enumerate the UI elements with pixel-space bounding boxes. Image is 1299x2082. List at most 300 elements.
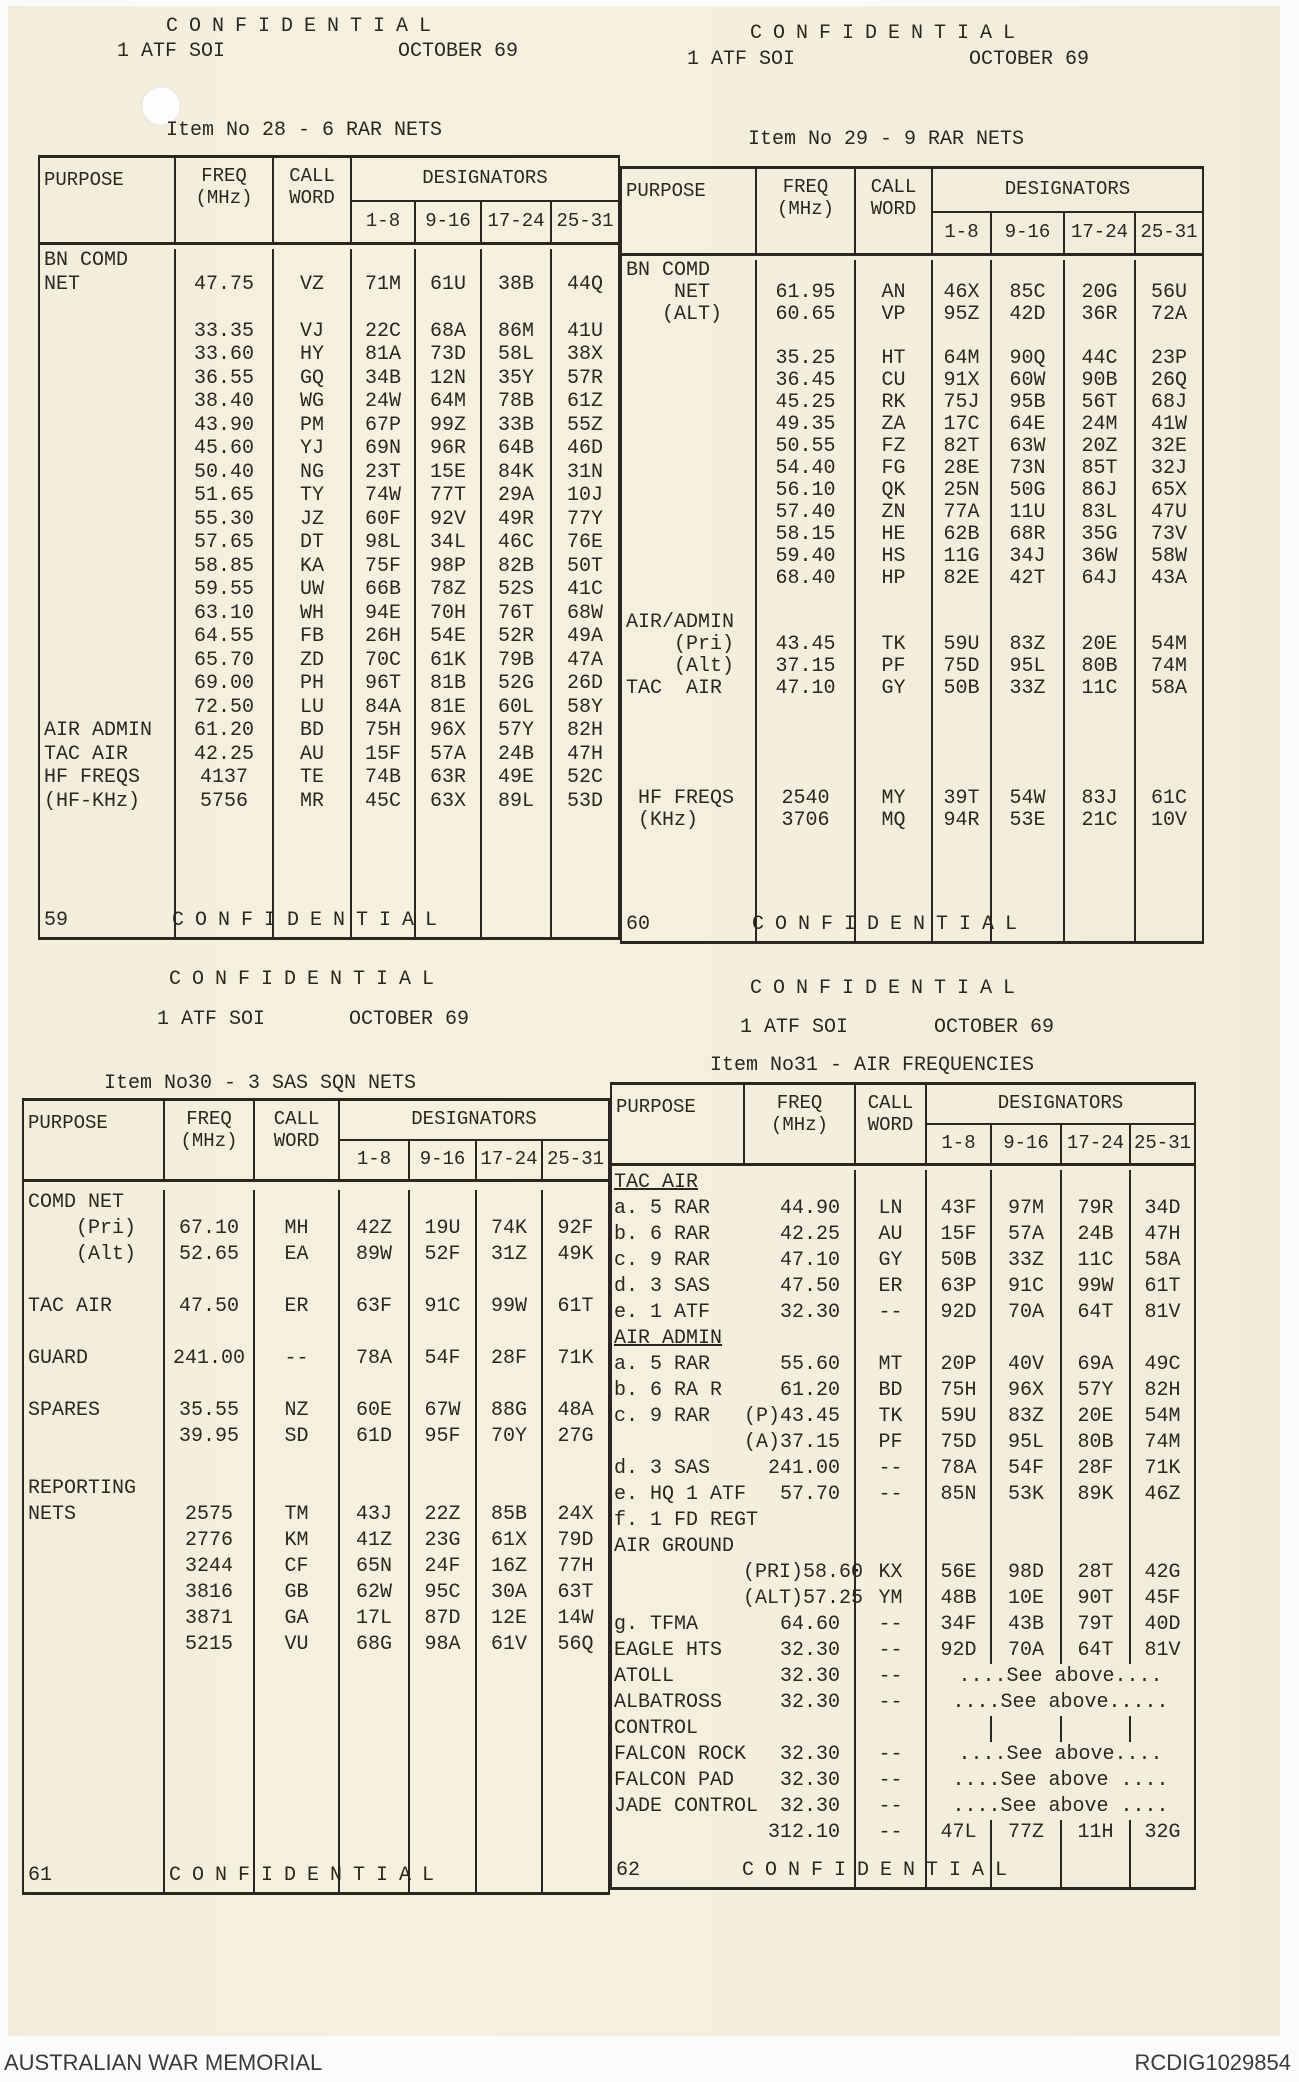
empty-cell xyxy=(408,1476,475,1502)
page-number: 61 xyxy=(28,1863,53,1887)
freq-cell: 57.40 xyxy=(755,502,854,524)
empty-cell xyxy=(408,1268,475,1294)
designator-9-16-cell: 77Z xyxy=(990,1820,1060,1846)
frequency-table xyxy=(610,1082,1196,1890)
purpose-cell xyxy=(40,555,174,579)
empty-cell xyxy=(854,1326,925,1352)
freq-cell: 50.55 xyxy=(755,436,854,458)
designator-25-31-cell: 26Q xyxy=(1134,370,1202,392)
purpose-cell xyxy=(622,744,755,766)
footer-classification: CONFIDENTIAL xyxy=(742,1858,1019,1882)
table-row xyxy=(24,1242,608,1268)
empty-cell xyxy=(541,1658,608,1892)
call-word-cell: -- xyxy=(854,1768,925,1794)
empty-cell xyxy=(338,1372,408,1398)
header-call-word: CALL WORD xyxy=(854,169,931,253)
call-word-cell: -- xyxy=(854,1664,925,1690)
designator-25-31-cell: 58A xyxy=(1129,1248,1194,1274)
designator-9-16-cell: 81E xyxy=(414,696,480,720)
designator-17-24-cell: 58L xyxy=(480,343,550,367)
purpose-cell: JADE CONTROL xyxy=(614,1795,759,1818)
table-row xyxy=(612,1742,1194,1768)
empty-cell xyxy=(475,1476,541,1502)
designator-17-24-cell: 31Z xyxy=(475,1242,541,1268)
call-word-cell: -- xyxy=(854,1638,925,1664)
freq-cell: 57.70 xyxy=(779,1483,840,1506)
designator-1-8-cell: 75H xyxy=(925,1378,990,1404)
freq-cell: 65.70 xyxy=(174,649,272,673)
freq-cell: 3244 xyxy=(163,1554,253,1580)
freq-cell: 42.25 xyxy=(174,743,272,767)
call-word-cell: AU xyxy=(272,743,350,767)
empty-cell xyxy=(931,326,990,348)
freq-cell: 64.60 xyxy=(779,1613,840,1636)
table-row xyxy=(622,414,1202,436)
call-word-cell: VJ xyxy=(272,320,350,344)
designator-9-16-cell: 73D xyxy=(414,343,480,367)
designator-17-24-cell: 24M xyxy=(1063,414,1134,436)
empty-cell xyxy=(163,1658,253,1892)
item-title: Item No31 - AIR FREQUENCIES xyxy=(710,1054,1035,1077)
call-word-cell: VU xyxy=(253,1632,338,1658)
purpose-cell: (Pri) xyxy=(626,633,735,656)
table-row xyxy=(24,1580,608,1606)
empty-cell xyxy=(475,1190,541,1216)
freq-cell: 3816 xyxy=(163,1580,253,1606)
freq-cell: 32.30 xyxy=(779,1665,840,1688)
designator-1-8-cell: 46X xyxy=(931,282,990,304)
freq-cell: 2776 xyxy=(163,1528,253,1554)
table-row xyxy=(622,766,1202,788)
see-above-note: ....See above.... xyxy=(925,1742,1194,1768)
purpose-cell: CONTROL xyxy=(614,1717,699,1740)
designator-25-31-cell: 49K xyxy=(541,1242,608,1268)
designator-9-16-cell: 98P xyxy=(414,555,480,579)
designator-17-24-cell: 85T xyxy=(1063,458,1134,480)
designator-17-24-cell: 99W xyxy=(1060,1274,1129,1300)
table-row xyxy=(622,722,1202,744)
purpose-cell: SPARES xyxy=(28,1399,101,1422)
purpose-cell: NET xyxy=(44,272,81,296)
call-word-cell: -- xyxy=(253,1346,338,1372)
designator-1-8-cell: 78A xyxy=(338,1346,408,1372)
table-row xyxy=(40,414,618,438)
table-header xyxy=(622,169,1202,256)
table-row xyxy=(612,1508,1194,1534)
designator-9-16-cell: 98D xyxy=(990,1560,1060,1586)
empty-cell xyxy=(854,700,931,722)
empty-cell xyxy=(743,1170,854,1196)
empty-cell xyxy=(854,1534,925,1560)
purpose-cell xyxy=(40,625,174,649)
empty-cell xyxy=(854,612,931,634)
page-footer xyxy=(40,905,618,935)
page-footer xyxy=(612,1855,1194,1885)
designator-17-24-cell: 36R xyxy=(1063,304,1134,326)
call-word-cell: GQ xyxy=(272,367,350,391)
table-row xyxy=(24,1294,608,1320)
table-body xyxy=(24,1182,608,1892)
empty-cell xyxy=(854,722,931,744)
empty-cell xyxy=(253,1658,338,1892)
designator-17-24-cell: 86J xyxy=(1063,480,1134,502)
empty-cell xyxy=(1060,1534,1129,1560)
designator-25-31-cell: 47A xyxy=(550,649,618,673)
purpose-cell xyxy=(612,1586,743,1612)
empty-cell xyxy=(1134,612,1202,634)
see-above-note: ....See above.... xyxy=(925,1664,1194,1690)
empty-cell xyxy=(1060,1170,1129,1196)
empty-cell xyxy=(475,1450,541,1476)
freq-cell: (P)43.45 xyxy=(743,1405,840,1428)
header-range: 25-31 xyxy=(541,1141,608,1179)
empty-cell xyxy=(480,249,550,273)
see-above-note: ....See above..... xyxy=(925,1690,1194,1716)
empty-cell xyxy=(253,1320,338,1346)
header-designators: DESIGNATORS xyxy=(350,158,618,202)
purpose-cell: (KHz) xyxy=(626,809,699,832)
designator-25-31-cell: 32J xyxy=(1134,458,1202,480)
table-row xyxy=(24,1450,608,1476)
empty-cell xyxy=(755,744,854,766)
designator-1-8-cell: 81A xyxy=(350,343,414,367)
freq-cell: 3871 xyxy=(163,1606,253,1632)
designator-17-24-cell: 20Z xyxy=(1063,436,1134,458)
designator-25-31-cell: 61T xyxy=(541,1294,608,1320)
designator-1-8-cell: 59U xyxy=(931,634,990,656)
call-word-cell: AU xyxy=(854,1222,925,1248)
table-filler xyxy=(24,1658,608,1892)
designator-9-16-cell: 99Z xyxy=(414,414,480,438)
empty-cell xyxy=(338,1450,408,1476)
table-row xyxy=(24,1268,608,1294)
designator-17-24-cell: 61X xyxy=(475,1528,541,1554)
designator-25-31-cell: 32E xyxy=(1134,436,1202,458)
table-row xyxy=(24,1476,608,1502)
call-word-cell: HY xyxy=(272,343,350,367)
call-word-cell: ZD xyxy=(272,649,350,673)
designator-1-8-cell: 22C xyxy=(350,320,414,344)
designator-25-31-cell: 73V xyxy=(1134,524,1202,546)
table-header xyxy=(40,158,618,245)
purpose-cell: TAC AIR xyxy=(44,742,129,766)
freq-cell: 54.40 xyxy=(755,458,854,480)
purpose-cell xyxy=(622,414,755,436)
designator-1-8-cell: 74B xyxy=(350,766,414,790)
designator-25-31-cell: 10J xyxy=(550,484,618,508)
table-row xyxy=(40,672,618,696)
designator-9-16-cell: 73N xyxy=(990,458,1063,480)
freq-cell: 61.95 xyxy=(755,282,854,304)
call-word-cell: ZN xyxy=(854,502,931,524)
designator-9-16-cell: 85C xyxy=(990,282,1063,304)
purpose-cell xyxy=(24,1450,163,1476)
header-designators: DESIGNATORS xyxy=(338,1101,608,1141)
designator-1-8-cell: 74W xyxy=(350,484,414,508)
designator-1-8-cell: 69N xyxy=(350,437,414,461)
empty-cell xyxy=(414,249,480,273)
designator-25-31-cell: 76E xyxy=(550,531,618,555)
designator-9-16-cell: 54F xyxy=(408,1346,475,1372)
freq-cell: 47.50 xyxy=(779,1275,840,1298)
table-row xyxy=(40,249,618,273)
empty-cell xyxy=(163,1450,253,1476)
empty-cell xyxy=(253,1372,338,1398)
empty-cell xyxy=(990,1326,1060,1352)
designator-9-16-cell: 87D xyxy=(408,1606,475,1632)
table-row xyxy=(622,392,1202,414)
table-row xyxy=(612,1378,1194,1404)
designator-1-8-cell: 63P xyxy=(925,1274,990,1300)
freq-cell: 36.45 xyxy=(755,370,854,392)
purpose-cell xyxy=(24,1554,163,1580)
designator-25-31-cell: 53D xyxy=(550,790,618,814)
designator-1-8-cell: 75J xyxy=(931,392,990,414)
designator-25-31-cell: 92F xyxy=(541,1216,608,1242)
freq-cell: 55.60 xyxy=(779,1353,840,1376)
empty-cell xyxy=(1063,612,1134,634)
empty-cell xyxy=(272,296,350,320)
freq-cell: 47.50 xyxy=(163,1294,253,1320)
designator-1-8-cell: 34B xyxy=(350,367,414,391)
freq-cell: 5215 xyxy=(163,1632,253,1658)
classification-header: CONFIDENTIAL xyxy=(166,15,443,38)
purpose-cell: (ALT) xyxy=(626,303,723,326)
empty-cell xyxy=(163,1268,253,1294)
header-range: 9-16 xyxy=(414,202,480,242)
call-word-cell: -- xyxy=(854,1794,925,1820)
empty-cell xyxy=(990,766,1063,788)
purpose-cell: ATOLL xyxy=(614,1665,675,1688)
purpose-cell: AIR GROUND xyxy=(614,1535,735,1558)
empty-cell xyxy=(755,722,854,744)
designator-17-24-cell: 11C xyxy=(1060,1248,1129,1274)
designator-1-8-cell: 75D xyxy=(925,1430,990,1456)
purpose-cell: BN COMD xyxy=(44,249,129,272)
call-word-cell: LU xyxy=(272,696,350,720)
designator-1-8-cell: 41Z xyxy=(338,1528,408,1554)
purpose-cell xyxy=(622,568,755,590)
freq-cell: 58.15 xyxy=(755,524,854,546)
designator-17-24-cell: 80B xyxy=(1063,656,1134,678)
freq-cell: 241.00 xyxy=(767,1457,840,1480)
freq-cell: 33.60 xyxy=(174,343,272,367)
purpose-cell xyxy=(24,1320,163,1346)
designator-17-24-cell: 30A xyxy=(475,1580,541,1606)
purpose-cell xyxy=(24,1632,163,1658)
designator-25-31-cell: 47U xyxy=(1134,502,1202,524)
designator-17-24-cell: 52S xyxy=(480,578,550,602)
empty-cell xyxy=(480,296,550,320)
purpose-cell: f. 1 FD REGT xyxy=(614,1509,759,1532)
freq-cell: 32.30 xyxy=(779,1639,840,1662)
section-heading-row xyxy=(612,1170,1194,1196)
table-row xyxy=(24,1632,608,1658)
header-range: 17-24 xyxy=(1060,1125,1129,1163)
item-title: Item No 28 - 6 RAR NETS xyxy=(166,119,443,142)
table-row xyxy=(612,1222,1194,1248)
designator-9-16-cell: 77T xyxy=(414,484,480,508)
call-word-cell: -- xyxy=(854,1690,925,1716)
designator-25-31-cell: 61Z xyxy=(550,390,618,414)
designator-1-8-cell: 94E xyxy=(350,602,414,626)
call-word-cell: -- xyxy=(854,1456,925,1482)
purpose-cell xyxy=(622,722,755,744)
purpose-cell xyxy=(40,672,174,696)
call-word-cell: KX xyxy=(854,1560,925,1586)
table-row xyxy=(40,461,618,485)
table-row xyxy=(40,320,618,344)
freq-cell: 50.40 xyxy=(174,461,272,485)
table-row xyxy=(40,484,618,508)
section-heading-row xyxy=(612,1326,1194,1352)
empty-cell xyxy=(163,1372,253,1398)
purpose-cell xyxy=(40,696,174,720)
table-row xyxy=(622,700,1202,722)
table-row xyxy=(40,766,618,790)
table-row xyxy=(622,678,1202,700)
designator-25-31-cell: 58Y xyxy=(550,696,618,720)
freq-cell: 35.25 xyxy=(755,348,854,370)
designator-1-8-cell: 98L xyxy=(350,531,414,555)
empty-cell xyxy=(550,296,618,320)
designator-17-24-cell: 74K xyxy=(475,1216,541,1242)
designator-1-8-cell: 42Z xyxy=(338,1216,408,1242)
empty-cell xyxy=(253,1476,338,1502)
table-row xyxy=(40,743,618,767)
table-row xyxy=(40,531,618,555)
table-row xyxy=(40,273,618,297)
designator-17-24-cell: 78B xyxy=(480,390,550,414)
designator-1-8-cell: 17C xyxy=(931,414,990,436)
purpose-cell xyxy=(24,1424,163,1450)
call-word-cell: HS xyxy=(854,546,931,568)
table-row xyxy=(40,367,618,391)
designator-9-16-cell: 81B xyxy=(414,672,480,696)
empty-cell xyxy=(990,326,1063,348)
designator-17-24-cell: 64T xyxy=(1060,1300,1129,1326)
designator-9-16-cell: 70A xyxy=(990,1638,1060,1664)
designator-25-31-cell: 46Z xyxy=(1129,1482,1194,1508)
freq-cell: 61.20 xyxy=(779,1379,840,1402)
freq-cell: 63.10 xyxy=(174,602,272,626)
empty-cell xyxy=(350,296,414,320)
purpose-cell xyxy=(40,531,174,555)
empty-cell xyxy=(743,1534,854,1560)
call-word-cell: -- xyxy=(854,1300,925,1326)
designator-17-24-cell: 90T xyxy=(1060,1586,1129,1612)
table-row xyxy=(622,656,1202,678)
designator-25-31-cell: 77H xyxy=(541,1554,608,1580)
purpose-cell xyxy=(40,367,174,391)
freq-cell: 32.30 xyxy=(779,1769,840,1792)
empty-cell xyxy=(541,1190,608,1216)
designator-1-8-cell: 70C xyxy=(350,649,414,673)
call-word-cell: JZ xyxy=(272,508,350,532)
purpose-cell xyxy=(24,1528,163,1554)
designator-17-24-cell: 16Z xyxy=(475,1554,541,1580)
table-row xyxy=(24,1190,608,1216)
designator-17-24-cell: 80B xyxy=(1060,1430,1129,1456)
empty-cell xyxy=(854,766,931,788)
designator-1-8-cell: 78A xyxy=(925,1456,990,1482)
designator-9-16-cell: 83Z xyxy=(990,1404,1060,1430)
designator-9-16-cell: 91C xyxy=(408,1294,475,1320)
designator-17-24-cell: 64J xyxy=(1063,568,1134,590)
designator-1-8-cell: 71M xyxy=(350,273,414,297)
empty-cell xyxy=(755,260,854,282)
purpose-cell: GUARD xyxy=(28,1347,89,1370)
empty-cell xyxy=(475,1320,541,1346)
designator-9-16-cell: 12N xyxy=(414,367,480,391)
designator-1-8-cell: 26H xyxy=(350,625,414,649)
designator-1-8-cell: 75D xyxy=(931,656,990,678)
designator-9-16-cell: 43B xyxy=(990,1612,1060,1638)
empty-cell xyxy=(743,1716,854,1742)
empty-cell xyxy=(1129,1534,1194,1560)
call-word-cell: TE xyxy=(272,766,350,790)
purpose-cell: (Pri) xyxy=(28,1217,137,1240)
table-row xyxy=(622,436,1202,458)
table-row xyxy=(612,1664,1194,1690)
purpose-cell xyxy=(622,370,755,392)
call-word-cell: NZ xyxy=(253,1398,338,1424)
empty-cell xyxy=(24,1658,163,1892)
freq-cell: 49.35 xyxy=(755,414,854,436)
table-row xyxy=(622,370,1202,392)
purpose-cell xyxy=(622,590,755,612)
call-word-cell: PH xyxy=(272,672,350,696)
designator-9-16-cell: 64E xyxy=(990,414,1063,436)
designator-9-16-cell: 63X xyxy=(414,790,480,814)
designator-1-8-cell: 17L xyxy=(338,1606,408,1632)
empty-cell xyxy=(854,1508,925,1534)
call-word-cell: EA xyxy=(253,1242,338,1268)
table-row xyxy=(622,304,1202,326)
header-call-word: CALL WORD xyxy=(272,158,350,242)
table-row xyxy=(612,1768,1194,1794)
designator-9-16-cell: 91C xyxy=(990,1274,1060,1300)
designator-9-16-cell: 64M xyxy=(414,390,480,414)
designator-9-16-cell: 96R xyxy=(414,437,480,461)
see-above-note: ....See above .... xyxy=(925,1768,1194,1794)
designator-17-24-cell: 21C xyxy=(1063,810,1134,832)
purpose-cell: e. 1 ATF xyxy=(614,1301,711,1324)
empty-cell xyxy=(1063,260,1134,282)
footer-classification: CONFIDENTIAL xyxy=(752,912,1029,936)
empty-cell xyxy=(990,590,1063,612)
table-row xyxy=(40,296,618,320)
empty-cell xyxy=(931,260,990,282)
designator-1-8-cell: 20P xyxy=(925,1352,990,1378)
designator-9-16-cell: 15E xyxy=(414,461,480,485)
designator-17-24-cell: 52G xyxy=(480,672,550,696)
designator-9-16-cell: 60W xyxy=(990,370,1063,392)
table-row xyxy=(40,790,618,814)
designator-25-31-cell: 45F xyxy=(1129,1586,1194,1612)
freq-cell: 42.25 xyxy=(779,1223,840,1246)
see-above-note: ....See above .... xyxy=(925,1794,1194,1820)
empty-cell xyxy=(350,249,414,273)
designator-1-8-cell: 50B xyxy=(925,1248,990,1274)
call-word-cell: -- xyxy=(854,1742,925,1768)
empty-cell xyxy=(475,1658,541,1892)
purpose-cell xyxy=(24,1372,163,1398)
table-row xyxy=(612,1482,1194,1508)
call-word-cell: WG xyxy=(272,390,350,414)
designator-25-31-cell: 61T xyxy=(1129,1274,1194,1300)
designator-9-16-cell: 68A xyxy=(414,320,480,344)
